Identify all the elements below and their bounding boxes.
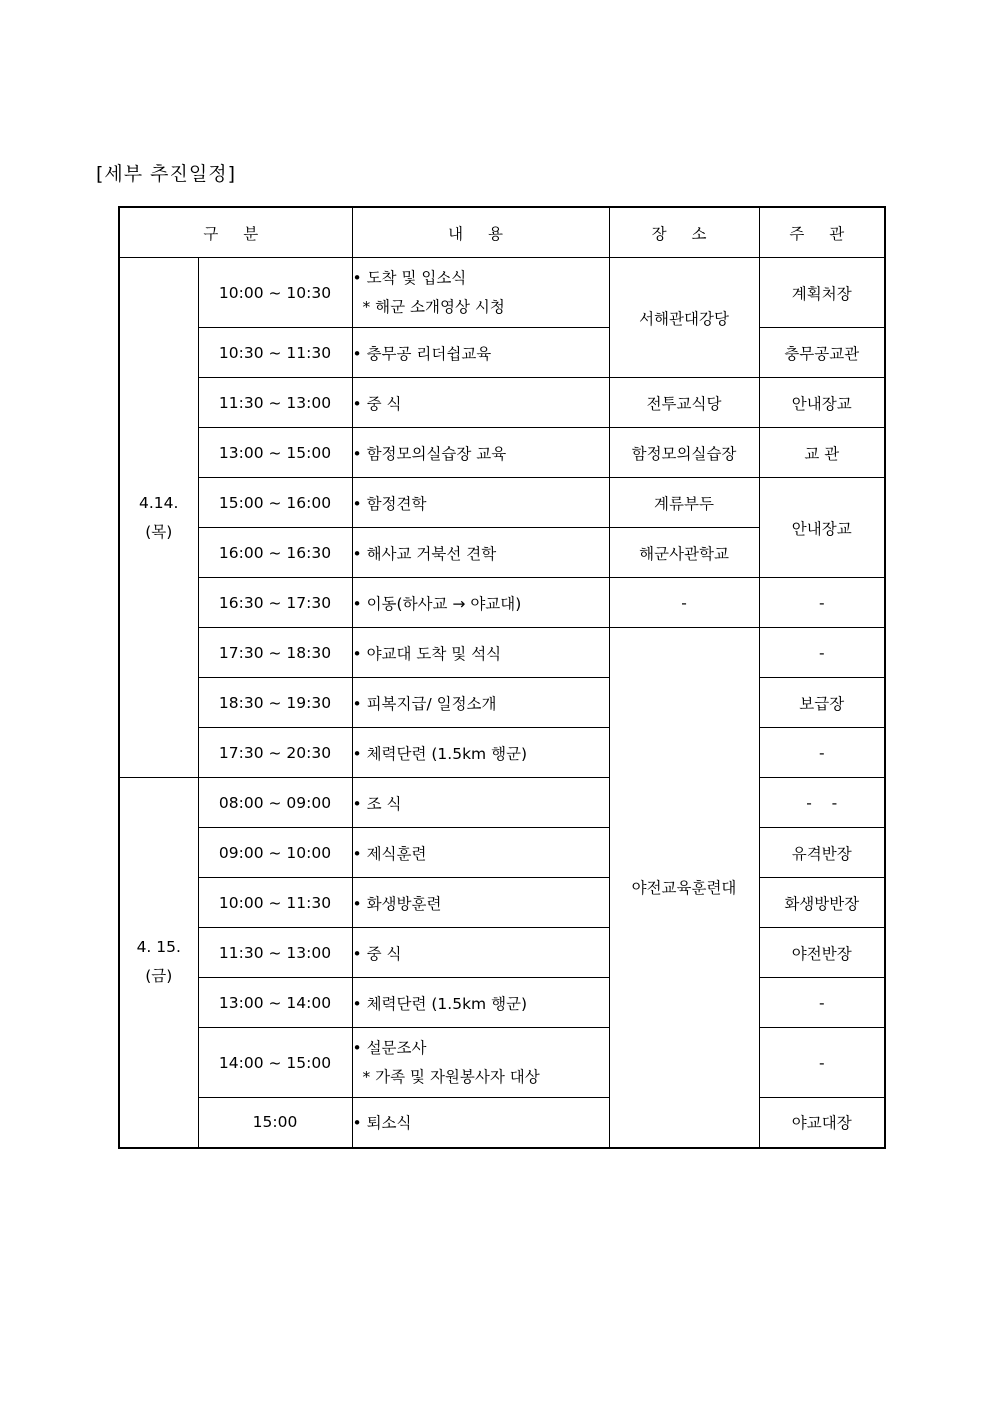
table-row bbox=[119, 828, 885, 878]
table-row bbox=[119, 378, 885, 428]
host-cell: 안내장교 bbox=[759, 378, 885, 428]
content-note: * 해군 소개영상 시청 bbox=[362, 297, 505, 316]
place-cell: 함정모의실습장 bbox=[609, 428, 759, 478]
time-cell: 13:00 ~ 15:00 bbox=[198, 428, 352, 478]
host-cell: - bbox=[759, 628, 885, 678]
content-cell: • 함정견학 bbox=[352, 478, 609, 528]
date-label: 4.14. bbox=[139, 493, 179, 512]
time-cell: 17:30 ~ 20:30 bbox=[198, 728, 352, 778]
content-cell: • 함정모의실습장 교육 bbox=[352, 428, 609, 478]
content-cell: • 해사교 거북선 견학 bbox=[352, 528, 609, 578]
content-cell: • 이동(하사교 → 야교대) bbox=[352, 578, 609, 628]
content-note: * 가족 및 자원봉사자 대상 bbox=[362, 1067, 540, 1086]
time-cell: 16:00 ~ 16:30 bbox=[198, 528, 352, 578]
table-row bbox=[119, 978, 885, 1028]
host-cell: 야전반장 bbox=[759, 928, 885, 978]
table-row bbox=[119, 1098, 885, 1148]
content-cell: • 피복지급/ 일정소개 bbox=[352, 678, 609, 728]
table-row bbox=[119, 578, 885, 628]
content-cell: • 제식훈련 bbox=[352, 828, 609, 878]
header-content: 내 용 bbox=[352, 207, 609, 258]
table-row bbox=[119, 328, 885, 378]
time-cell: 10:00 ~ 10:30 bbox=[198, 258, 352, 328]
table-row bbox=[119, 878, 885, 928]
content-cell: • 중 식 bbox=[352, 378, 609, 428]
host-cell: - bbox=[759, 1028, 885, 1098]
content-cell: • 중 식 bbox=[352, 928, 609, 978]
place-cell-merged-field: 야전교육훈련대 bbox=[609, 628, 759, 1148]
schedule-table bbox=[118, 206, 886, 1149]
host-cell: 화생방반장 bbox=[759, 878, 885, 928]
time-cell: 16:30 ~ 17:30 bbox=[198, 578, 352, 628]
date-cell-day2 bbox=[119, 778, 198, 1148]
table-row bbox=[119, 728, 885, 778]
header-place: 장 소 bbox=[609, 207, 759, 258]
content-cell: • 충무공 리더쉽교육 bbox=[352, 328, 609, 378]
table-row bbox=[119, 678, 885, 728]
content-text: • 도착 및 입소식 bbox=[352, 268, 467, 287]
content-cell: • 야교대 도착 및 석식 bbox=[352, 628, 609, 678]
table-row bbox=[119, 428, 885, 478]
weekday-label: (금) bbox=[145, 967, 173, 986]
content-cell: • 체력단련 (1.5km 행군) bbox=[352, 978, 609, 1028]
host-cell: 유격반장 bbox=[759, 828, 885, 878]
table-row bbox=[119, 628, 885, 678]
content-text: • 설문조사 bbox=[352, 1038, 427, 1057]
place-cell: 서해관대강당 bbox=[609, 258, 759, 378]
date-cell-day1 bbox=[119, 258, 198, 778]
time-cell: 15:00 ~ 16:00 bbox=[198, 478, 352, 528]
header-category: 구 분 bbox=[119, 207, 352, 258]
host-cell: - bbox=[759, 578, 885, 628]
host-cell: - bbox=[759, 978, 885, 1028]
table-row bbox=[119, 778, 885, 828]
time-cell: 11:30 ~ 13:00 bbox=[198, 928, 352, 978]
host-cell: 보급장 bbox=[759, 678, 885, 728]
table-row bbox=[119, 478, 885, 528]
host-cell: - bbox=[759, 728, 885, 778]
time-cell: 13:00 ~ 14:00 bbox=[198, 978, 352, 1028]
document-title: [세부 추진일정] bbox=[96, 163, 236, 185]
time-cell: 18:30 ~ 19:30 bbox=[198, 678, 352, 728]
place-cell: 계류부두 bbox=[609, 478, 759, 528]
content-cell: • 체력단련 (1.5km 행군) bbox=[352, 728, 609, 778]
place-cell: 전투교식당 bbox=[609, 378, 759, 428]
date-label: 4. 15. bbox=[136, 938, 181, 957]
content-cell: • 조 식 bbox=[352, 778, 609, 828]
table-row bbox=[119, 258, 885, 328]
time-cell: 09:00 ~ 10:00 bbox=[198, 828, 352, 878]
header-row bbox=[119, 207, 885, 258]
host-cell: 계획처장 bbox=[759, 258, 885, 328]
table-row bbox=[119, 928, 885, 978]
table-row bbox=[119, 1028, 885, 1098]
content-cell: • 퇴소식 bbox=[352, 1098, 609, 1148]
time-cell: 14:00 ~ 15:00 bbox=[198, 1028, 352, 1098]
content-cell bbox=[352, 1028, 609, 1098]
time-cell: 15:00 bbox=[198, 1098, 352, 1148]
place-cell: - bbox=[609, 578, 759, 628]
time-cell: 11:30 ~ 13:00 bbox=[198, 378, 352, 428]
host-cell: 안내장교 bbox=[759, 478, 885, 578]
time-cell: 17:30 ~ 18:30 bbox=[198, 628, 352, 678]
host-cell: 충무공교관 bbox=[759, 328, 885, 378]
host-cell: - - bbox=[759, 778, 885, 828]
place-cell: 해군사관학교 bbox=[609, 528, 759, 578]
host-cell: 교 관 bbox=[759, 428, 885, 478]
time-cell: 10:30 ~ 11:30 bbox=[198, 328, 352, 378]
time-cell: 08:00 ~ 09:00 bbox=[198, 778, 352, 828]
time-cell: 10:00 ~ 11:30 bbox=[198, 878, 352, 928]
host-cell: 야교대장 bbox=[759, 1098, 885, 1148]
header-host: 주 관 bbox=[759, 207, 885, 258]
weekday-label: (목) bbox=[145, 522, 173, 541]
content-cell bbox=[352, 258, 609, 328]
content-cell: • 화생방훈련 bbox=[352, 878, 609, 928]
